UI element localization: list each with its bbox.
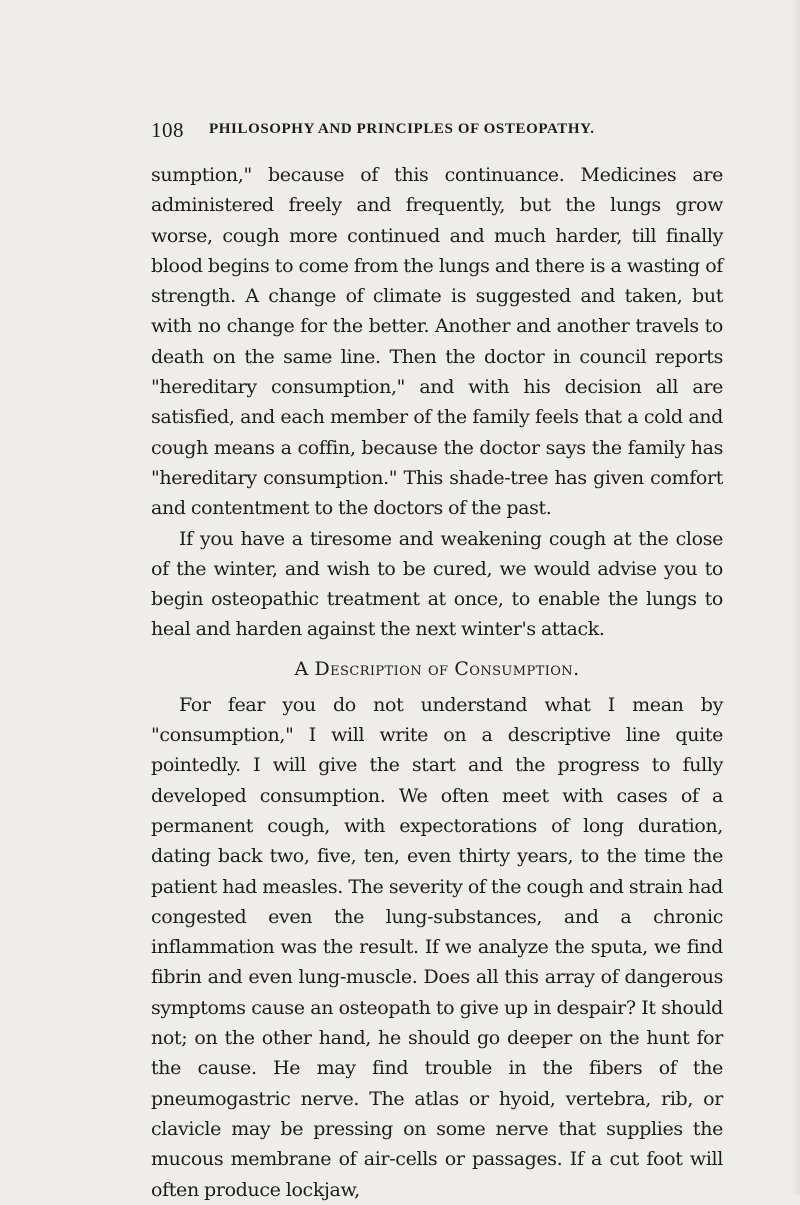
paragraph-cough-advice: If you have a tiresome and weakening cough at the close of the winter, and wish to be cured, we would advise you to begin osteopathic treatment at once, to enable the lungs to heal and harden against the next winter's attack.	[151, 527, 723, 641]
section-heading: A Description of Consumption.	[294, 657, 580, 680]
running-head	[151, 118, 721, 140]
page-edge-shadow	[792, 0, 800, 1195]
body-text	[151, 160, 723, 1205]
paragraph-continued: sumption," because of this continuance. Medicines are administered freely and frequently, but the lungs grow worse, cough more continued and much harder, till finally blood begins to come from the lungs and there is a wasting of strength. A change of climate is suggested and taken, but with no change for the better. Another and another travels to death on the same line. Then the doctor in council reports "hereditary consumption," and with his decision all are satisfied, and each member of the family feels that a cold and cough means a coffin, because the doctor says the family has "hereditary consumption." This shade-tree has given comfort and contentment to the doctors of the past.	[151, 164, 723, 520]
running-title: PHILOSOPHY AND PRINCIPLES OF OSTEOPATHY.	[209, 121, 595, 137]
page-number: 108	[151, 118, 184, 142]
paragraph-description: For fear you do not understand what I mean by "consumption," I will write on a descriptive line quite pointedly. I will give the start and the progress to fully developed consumption. We often meet with cases of a permanent cough, with expectorations of long duration, dating back two, five, ten, even thirty years, to the time the patient had measles. The severity of the cough and strain had congested even the lung-substances, and a chronic inflammation was the result. If we analyze the sputa, we find fibrin and even lung-muscle. Does all this array of dangerous symptoms cause an osteopath to give up in despair? It should not; on the other hand, he should go deeper on the hunt for the cause. He may find trouble in the fibers of the pneumogastric nerve. The atlas or hyoid, vertebra, rib, or clavicle may be pressing on some nerve that supplies the mucous membrane of air-cells or passages. If a cut foot will often produce lockjaw,	[151, 693, 723, 1201]
